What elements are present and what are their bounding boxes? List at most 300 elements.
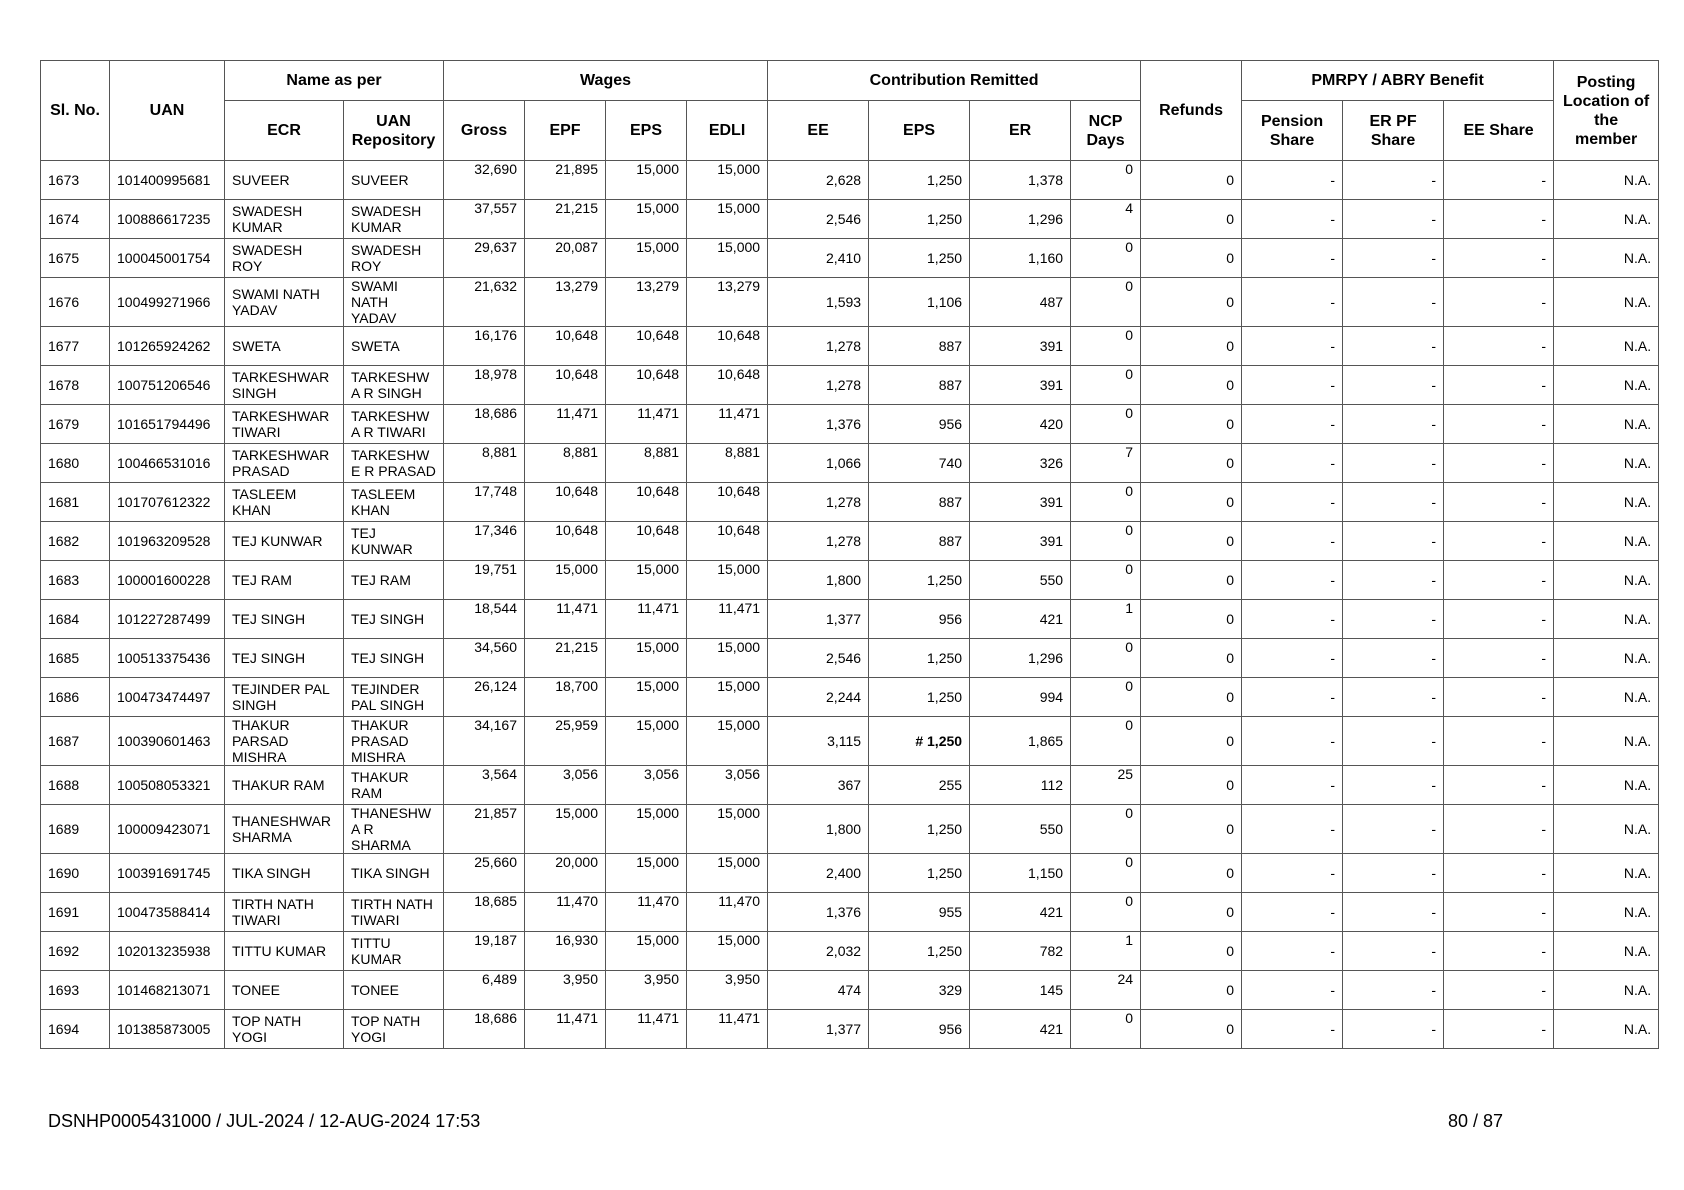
ee-share-cell: -	[1444, 893, 1554, 932]
gross-wages-cell: 21,857	[444, 805, 525, 854]
ee-share-cell: -	[1444, 805, 1554, 854]
ee-share-cell: -	[1444, 161, 1554, 200]
er-pf-share-cell: -	[1343, 327, 1444, 366]
er-pf-share-cell: -	[1343, 805, 1444, 854]
uan-cell: 100391691745	[110, 854, 225, 893]
edli-wages-cell: 10,648	[687, 366, 768, 405]
refunds-cell: 0	[1141, 766, 1242, 805]
header-pmrpy-abry: PMRPY / ABRY Benefit	[1242, 61, 1554, 101]
pension-share-cell: -	[1242, 854, 1343, 893]
ncp-days-cell: 0	[1071, 239, 1141, 278]
er-contribution-cell: 391	[970, 522, 1071, 561]
uan-cell: 100390601463	[110, 717, 225, 766]
posting-location-cell: N.A.	[1554, 932, 1659, 971]
eps-wages-cell: 3,056	[606, 766, 687, 805]
epf-wages-cell: 10,648	[525, 327, 606, 366]
uan-cell: 100473588414	[110, 893, 225, 932]
er-pf-share-cell: -	[1343, 932, 1444, 971]
posting-location-cell: N.A.	[1554, 639, 1659, 678]
ecr-name-cell: TASLEEM KHAN	[225, 483, 344, 522]
uan-repository-name-cell: TITTU KUMAR	[344, 932, 444, 971]
table-row	[41, 366, 1659, 405]
er-pf-share-cell: -	[1343, 971, 1444, 1010]
eps-wages-cell: 10,648	[606, 366, 687, 405]
ecr-name-cell: TEJ SINGH	[225, 639, 344, 678]
eps-contribution-cell: 255	[869, 766, 970, 805]
uan-cell: 101227287499	[110, 600, 225, 639]
ee-share-cell: -	[1444, 405, 1554, 444]
edli-wages-cell: 10,648	[687, 483, 768, 522]
er-pf-share-cell: -	[1343, 239, 1444, 278]
edli-wages-cell: 10,648	[687, 522, 768, 561]
uan-repository-name-cell: TEJ SINGH	[344, 600, 444, 639]
uan-cell: 100045001754	[110, 239, 225, 278]
pension-share-cell: -	[1242, 405, 1343, 444]
header-ee-share: EE Share	[1444, 101, 1554, 161]
epf-wages-cell: 15,000	[525, 805, 606, 854]
header-wages: Wages	[444, 61, 768, 101]
uan-repository-name-cell: TASLEEM KHAN	[344, 483, 444, 522]
posting-location-cell: N.A.	[1554, 522, 1659, 561]
ee-contribution-cell: 1,376	[768, 405, 869, 444]
pension-share-cell: -	[1242, 932, 1343, 971]
header-pension-share: Pension Share	[1242, 101, 1343, 161]
epf-wages-cell: 21,215	[525, 200, 606, 239]
ee-contribution-cell: 2,628	[768, 161, 869, 200]
epf-wages-cell: 18,700	[525, 678, 606, 717]
posting-location-cell: N.A.	[1554, 278, 1659, 327]
uan-repository-name-cell: SWAMI NATH YADAV	[344, 278, 444, 327]
ee-share-cell: -	[1444, 561, 1554, 600]
eps-wages-cell: 11,470	[606, 893, 687, 932]
gross-wages-cell: 34,560	[444, 639, 525, 678]
epf-wages-cell: 11,471	[525, 600, 606, 639]
eps-contribution-cell: 1,250	[869, 639, 970, 678]
sl-no-cell: 1683	[41, 561, 110, 600]
er-contribution-cell: 1,160	[970, 239, 1071, 278]
er-contribution-cell: 994	[970, 678, 1071, 717]
er-pf-share-cell: -	[1343, 854, 1444, 893]
er-contribution-cell: 421	[970, 893, 1071, 932]
edli-wages-cell: 10,648	[687, 327, 768, 366]
eps-wages-cell: 15,000	[606, 805, 687, 854]
header-er-pf-share: ER PF Share	[1343, 101, 1444, 161]
eps-contribution-cell: 1,250	[869, 805, 970, 854]
sl-no-cell: 1694	[41, 1010, 110, 1049]
eps-wages-cell: 11,471	[606, 405, 687, 444]
sl-no-cell: 1678	[41, 366, 110, 405]
refunds-cell: 0	[1141, 239, 1242, 278]
er-contribution-cell: 487	[970, 278, 1071, 327]
uan-repository-name-cell: TARKESHWE R PRASAD	[344, 444, 444, 483]
uan-cell: 102013235938	[110, 932, 225, 971]
gross-wages-cell: 18,686	[444, 405, 525, 444]
table-row	[41, 239, 1659, 278]
er-contribution-cell: 391	[970, 483, 1071, 522]
edli-wages-cell: 11,470	[687, 893, 768, 932]
refunds-cell: 0	[1141, 483, 1242, 522]
ee-contribution-cell: 1,593	[768, 278, 869, 327]
gross-wages-cell: 17,346	[444, 522, 525, 561]
ecr-name-cell: TIKA SINGH	[225, 854, 344, 893]
gross-wages-cell: 26,124	[444, 678, 525, 717]
ncp-days-cell: 24	[1071, 971, 1141, 1010]
header-gross: Gross	[444, 101, 525, 161]
ee-contribution-cell: 3,115	[768, 717, 869, 766]
header-ee: EE	[768, 101, 869, 161]
ecr-name-cell: SWADESH ROY	[225, 239, 344, 278]
edli-wages-cell: 3,056	[687, 766, 768, 805]
refunds-cell: 0	[1141, 405, 1242, 444]
er-pf-share-cell: -	[1343, 678, 1444, 717]
eps-wages-cell: 15,000	[606, 678, 687, 717]
epf-wages-cell: 21,895	[525, 161, 606, 200]
table-row	[41, 600, 1659, 639]
pension-share-cell: -	[1242, 971, 1343, 1010]
pension-share-cell: -	[1242, 366, 1343, 405]
er-pf-share-cell: -	[1343, 639, 1444, 678]
eps-wages-cell: 15,000	[606, 932, 687, 971]
uan-repository-name-cell: TARKESHWA R SINGH	[344, 366, 444, 405]
ecr-name-cell: SWADESH KUMAR	[225, 200, 344, 239]
ncp-days-cell: 0	[1071, 327, 1141, 366]
eps-contribution-cell: 1,250	[869, 161, 970, 200]
ecr-name-cell: TEJ RAM	[225, 561, 344, 600]
posting-location-cell: N.A.	[1554, 805, 1659, 854]
edli-wages-cell: 3,950	[687, 971, 768, 1010]
er-pf-share-cell: -	[1343, 766, 1444, 805]
gross-wages-cell: 21,632	[444, 278, 525, 327]
ecr-name-cell: THAKUR RAM	[225, 766, 344, 805]
er-pf-share-cell: -	[1343, 483, 1444, 522]
table-row	[41, 971, 1659, 1010]
ee-share-cell: -	[1444, 600, 1554, 639]
ee-contribution-cell: 2,546	[768, 639, 869, 678]
ecr-name-cell: SWETA	[225, 327, 344, 366]
table-row	[41, 805, 1659, 854]
posting-location-cell: N.A.	[1554, 405, 1659, 444]
ecr-name-cell: TARKESHWAR TIWARI	[225, 405, 344, 444]
eps-contribution-cell: 956	[869, 405, 970, 444]
eps-contribution-cell: 887	[869, 483, 970, 522]
ee-contribution-cell: 1,278	[768, 366, 869, 405]
table-row	[41, 483, 1659, 522]
er-contribution-cell: 421	[970, 600, 1071, 639]
table-body	[41, 161, 1659, 1049]
uan-cell: 100466531016	[110, 444, 225, 483]
sl-no-cell: 1687	[41, 717, 110, 766]
header-uan: UAN	[110, 61, 225, 161]
ee-share-cell: -	[1444, 366, 1554, 405]
eps-wages-cell: 11,471	[606, 1010, 687, 1049]
eps-wages-cell: 10,648	[606, 522, 687, 561]
header-ncp-days: NCP Days	[1071, 101, 1141, 161]
table-row	[41, 932, 1659, 971]
ecr-name-cell: TIRTH NATH TIWARI	[225, 893, 344, 932]
epf-wages-cell: 3,950	[525, 971, 606, 1010]
gross-wages-cell: 25,660	[444, 854, 525, 893]
ncp-days-cell: 0	[1071, 893, 1141, 932]
edli-wages-cell: 15,000	[687, 639, 768, 678]
epf-wages-cell: 10,648	[525, 483, 606, 522]
uan-cell: 101963209528	[110, 522, 225, 561]
ecr-name-cell: TEJINDER PAL SINGH	[225, 678, 344, 717]
table-row	[41, 639, 1659, 678]
uan-cell: 101468213071	[110, 971, 225, 1010]
uan-repository-name-cell: THAKUR RAM	[344, 766, 444, 805]
ncp-days-cell: 0	[1071, 161, 1141, 200]
er-pf-share-cell: -	[1343, 717, 1444, 766]
uan-cell: 101400995681	[110, 161, 225, 200]
eps-contribution-cell: 1,250	[869, 239, 970, 278]
ee-share-cell: -	[1444, 639, 1554, 678]
header-epf: EPF	[525, 101, 606, 161]
sl-no-cell: 1676	[41, 278, 110, 327]
table-row	[41, 561, 1659, 600]
epf-wages-cell: 3,056	[525, 766, 606, 805]
sl-no-cell: 1686	[41, 678, 110, 717]
ncp-days-cell: 0	[1071, 639, 1141, 678]
ncp-days-cell: 25	[1071, 766, 1141, 805]
header-er: ER	[970, 101, 1071, 161]
er-contribution-cell: 1,378	[970, 161, 1071, 200]
gross-wages-cell: 18,544	[444, 600, 525, 639]
pension-share-cell: -	[1242, 327, 1343, 366]
eps-contribution-cell: 887	[869, 522, 970, 561]
er-pf-share-cell: -	[1343, 278, 1444, 327]
ncp-days-cell: 7	[1071, 444, 1141, 483]
eps-wages-cell: 15,000	[606, 239, 687, 278]
posting-location-cell: N.A.	[1554, 483, 1659, 522]
posting-location-cell: N.A.	[1554, 678, 1659, 717]
pension-share-cell: -	[1242, 161, 1343, 200]
header-uan-repository: UAN Repository	[344, 101, 444, 161]
eps-contribution-cell: 956	[869, 1010, 970, 1049]
uan-repository-name-cell: TEJ SINGH	[344, 639, 444, 678]
gross-wages-cell: 19,187	[444, 932, 525, 971]
posting-location-cell: N.A.	[1554, 1010, 1659, 1049]
edli-wages-cell: 15,000	[687, 854, 768, 893]
gross-wages-cell: 18,978	[444, 366, 525, 405]
refunds-cell: 0	[1141, 327, 1242, 366]
refunds-cell: 0	[1141, 561, 1242, 600]
posting-location-cell: N.A.	[1554, 600, 1659, 639]
er-contribution-cell: 145	[970, 971, 1071, 1010]
ncp-days-cell: 4	[1071, 200, 1141, 239]
er-pf-share-cell: -	[1343, 405, 1444, 444]
ncp-days-cell: 0	[1071, 366, 1141, 405]
uan-repository-name-cell: TONEE	[344, 971, 444, 1010]
epf-wages-cell: 16,930	[525, 932, 606, 971]
sl-no-cell: 1675	[41, 239, 110, 278]
pension-share-cell: -	[1242, 522, 1343, 561]
ecr-contribution-table	[40, 60, 1659, 1049]
gross-wages-cell: 19,751	[444, 561, 525, 600]
er-pf-share-cell: -	[1343, 444, 1444, 483]
ncp-days-cell: 1	[1071, 600, 1141, 639]
epf-wages-cell: 8,881	[525, 444, 606, 483]
ecr-name-cell: SWAMI NATH YADAV	[225, 278, 344, 327]
posting-location-cell: N.A.	[1554, 161, 1659, 200]
uan-cell: 100886617235	[110, 200, 225, 239]
table-row	[41, 278, 1659, 327]
er-contribution-cell: 112	[970, 766, 1071, 805]
epf-wages-cell: 20,087	[525, 239, 606, 278]
header-posting-location: Posting Location of the member	[1554, 61, 1659, 161]
epf-wages-cell: 10,648	[525, 366, 606, 405]
eps-contribution-cell: 329	[869, 971, 970, 1010]
table-row	[41, 854, 1659, 893]
ee-share-cell: -	[1444, 200, 1554, 239]
ee-share-cell: -	[1444, 766, 1554, 805]
ee-contribution-cell: 2,032	[768, 932, 869, 971]
epf-wages-cell: 13,279	[525, 278, 606, 327]
sl-no-cell: 1688	[41, 766, 110, 805]
uan-repository-name-cell: THANESHWA R SHARMA	[344, 805, 444, 854]
edli-wages-cell: 13,279	[687, 278, 768, 327]
er-pf-share-cell: -	[1343, 366, 1444, 405]
ee-contribution-cell: 367	[768, 766, 869, 805]
er-contribution-cell: 326	[970, 444, 1071, 483]
header-refunds: Refunds	[1141, 61, 1242, 161]
sl-no-cell: 1673	[41, 161, 110, 200]
refunds-cell: 0	[1141, 717, 1242, 766]
ee-share-cell: -	[1444, 278, 1554, 327]
er-pf-share-cell: -	[1343, 561, 1444, 600]
posting-location-cell: N.A.	[1554, 561, 1659, 600]
refunds-cell: 0	[1141, 854, 1242, 893]
refunds-cell: 0	[1141, 893, 1242, 932]
sl-no-cell: 1684	[41, 600, 110, 639]
edli-wages-cell: 15,000	[687, 239, 768, 278]
epf-wages-cell: 11,470	[525, 893, 606, 932]
uan-cell: 101707612322	[110, 483, 225, 522]
refunds-cell: 0	[1141, 932, 1242, 971]
er-contribution-cell: 782	[970, 932, 1071, 971]
ee-share-cell: -	[1444, 971, 1554, 1010]
uan-repository-name-cell: TIKA SINGH	[344, 854, 444, 893]
posting-location-cell: N.A.	[1554, 327, 1659, 366]
eps-contribution-cell: 956	[869, 600, 970, 639]
ee-contribution-cell: 2,546	[768, 200, 869, 239]
eps-wages-cell: 11,471	[606, 600, 687, 639]
eps-contribution-cell: 740	[869, 444, 970, 483]
posting-location-cell: N.A.	[1554, 766, 1659, 805]
edli-wages-cell: 15,000	[687, 161, 768, 200]
posting-location-cell: N.A.	[1554, 893, 1659, 932]
gross-wages-cell: 18,685	[444, 893, 525, 932]
uan-repository-name-cell: SWADESH ROY	[344, 239, 444, 278]
header-edli: EDLI	[687, 101, 768, 161]
ee-contribution-cell: 474	[768, 971, 869, 1010]
ncp-days-cell: 0	[1071, 805, 1141, 854]
er-pf-share-cell: -	[1343, 161, 1444, 200]
gross-wages-cell: 6,489	[444, 971, 525, 1010]
eps-contribution-cell: 1,250	[869, 678, 970, 717]
eps-wages-cell: 15,000	[606, 717, 687, 766]
eps-wages-cell: 15,000	[606, 200, 687, 239]
refunds-cell: 0	[1141, 278, 1242, 327]
table-row	[41, 444, 1659, 483]
ncp-days-cell: 0	[1071, 717, 1141, 766]
er-contribution-cell: 550	[970, 805, 1071, 854]
table-row	[41, 766, 1659, 805]
ecr-name-cell: TARKESHWAR SINGH	[225, 366, 344, 405]
sl-no-cell: 1691	[41, 893, 110, 932]
sl-no-cell: 1682	[41, 522, 110, 561]
gross-wages-cell: 16,176	[444, 327, 525, 366]
header-contribution-eps: EPS	[869, 101, 970, 161]
refunds-cell: 0	[1141, 366, 1242, 405]
refunds-cell: 0	[1141, 1010, 1242, 1049]
edli-wages-cell: 15,000	[687, 805, 768, 854]
uan-cell: 100751206546	[110, 366, 225, 405]
ecr-name-cell: TEJ KUNWAR	[225, 522, 344, 561]
document-reference: DSNHP0005431000 / JUL-2024 / 12-AUG-2024 17:53	[48, 1111, 481, 1131]
pension-share-cell: -	[1242, 893, 1343, 932]
ecr-name-cell: THAKUR PARSAD MISHRA	[225, 717, 344, 766]
eps-wages-cell: 15,000	[606, 161, 687, 200]
uan-repository-name-cell: SWETA	[344, 327, 444, 366]
uan-repository-name-cell: TEJINDER PAL SINGH	[344, 678, 444, 717]
uan-repository-name-cell: SWADESH KUMAR	[344, 200, 444, 239]
eps-contribution-cell: 1,106	[869, 278, 970, 327]
eps-contribution-cell: 887	[869, 327, 970, 366]
sl-no-cell: 1692	[41, 932, 110, 971]
ncp-days-cell: 0	[1071, 522, 1141, 561]
table-row	[41, 717, 1659, 766]
eps-contribution-cell: 1,250	[869, 932, 970, 971]
gross-wages-cell: 34,167	[444, 717, 525, 766]
sl-no-cell: 1685	[41, 639, 110, 678]
eps-wages-cell: 15,000	[606, 639, 687, 678]
ecr-name-cell: THANESHWAR SHARMA	[225, 805, 344, 854]
ncp-days-cell: 0	[1071, 278, 1141, 327]
eps-wages-cell: 10,648	[606, 327, 687, 366]
sl-no-cell: 1680	[41, 444, 110, 483]
table-row	[41, 678, 1659, 717]
ee-share-cell: -	[1444, 1010, 1554, 1049]
gross-wages-cell: 18,686	[444, 1010, 525, 1049]
ncp-days-cell: 0	[1071, 483, 1141, 522]
er-contribution-cell: 391	[970, 327, 1071, 366]
sl-no-cell: 1689	[41, 805, 110, 854]
refunds-cell: 0	[1141, 600, 1242, 639]
ecr-name-cell: TEJ SINGH	[225, 600, 344, 639]
edli-wages-cell: 15,000	[687, 678, 768, 717]
ecr-name-cell: TONEE	[225, 971, 344, 1010]
ncp-days-cell: 1	[1071, 932, 1141, 971]
table-row	[41, 327, 1659, 366]
table-row	[41, 522, 1659, 561]
uan-cell: 100473474497	[110, 678, 225, 717]
pension-share-cell: -	[1242, 717, 1343, 766]
uan-cell: 100499271966	[110, 278, 225, 327]
er-pf-share-cell: -	[1343, 1010, 1444, 1049]
pension-share-cell: -	[1242, 600, 1343, 639]
pension-share-cell: -	[1242, 239, 1343, 278]
uan-repository-name-cell: TIRTH NATH TIWARI	[344, 893, 444, 932]
refunds-cell: 0	[1141, 200, 1242, 239]
ecr-name-cell: TARKESHWAR PRASAD	[225, 444, 344, 483]
posting-location-cell: N.A.	[1554, 239, 1659, 278]
eps-contribution-cell: # 1,250	[869, 717, 970, 766]
pension-share-cell: -	[1242, 278, 1343, 327]
ncp-days-cell: 0	[1071, 678, 1141, 717]
epf-wages-cell: 25,959	[525, 717, 606, 766]
ee-contribution-cell: 2,410	[768, 239, 869, 278]
epf-wages-cell: 21,215	[525, 639, 606, 678]
